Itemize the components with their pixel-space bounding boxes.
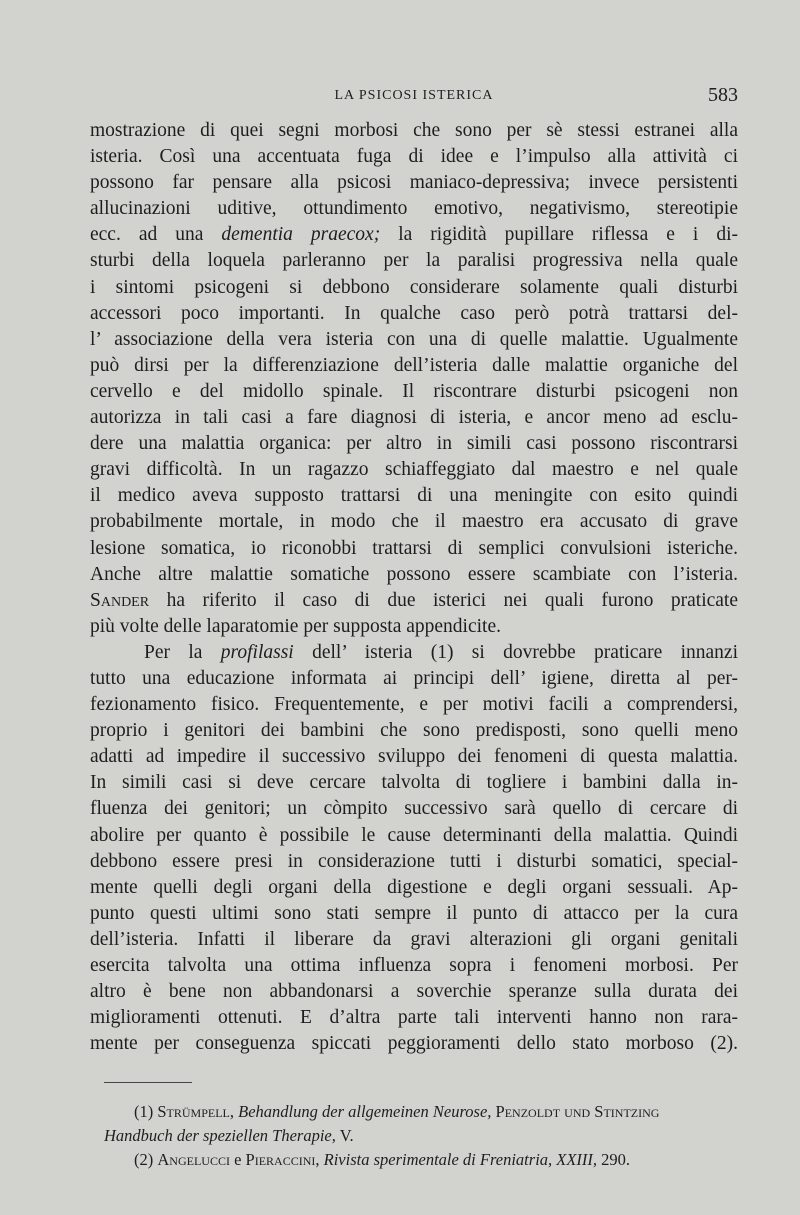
text-line: miglioramenti ottenuti. E d’altra parte tali interventi hanno non rara- xyxy=(90,1007,738,1029)
footnotes xyxy=(90,1100,754,1172)
text-line: proprio i genitori dei bambini che sono predisposti, sono quelli meno xyxy=(90,720,738,742)
text-line: debbono essere presi in considerazione tutti i disturbi somatici, special- xyxy=(90,850,738,872)
text-line: adatti ad impedire il successivo sviluppo dei fenomeni di questa malattia. xyxy=(90,746,738,768)
work-title: Handbuch der speziellen Therapie, xyxy=(104,1126,336,1145)
footnote-marker: (1) xyxy=(134,1102,158,1121)
author-name: Angelucci xyxy=(157,1150,230,1169)
text-line: isteria. Così una accentuata fuga di idee e l’impulso alla attività ci xyxy=(90,146,738,168)
text-line: accessori poco importanti. In qualche caso però potrà trattarsi del- xyxy=(90,302,738,324)
text-line: dell’isteria. Infatti il liberare da gravi alterazioni gli organi genitali xyxy=(90,928,738,950)
text-line: abolire per quanto è possibile le cause determinanti della malattia. Quindi xyxy=(90,824,738,846)
text-line: In simili casi si deve cercare talvolta di togliere i bambini dalla in- xyxy=(90,772,738,794)
text-line: gravi difficoltà. In un ragazzo schiaffeggiato dal maestro e nel quale xyxy=(90,459,738,481)
running-head xyxy=(90,84,738,110)
footnote-1 xyxy=(90,1100,754,1124)
text-line: mostrazione di quei segni morbosi che sono per sè stessi estranei alla xyxy=(90,120,738,141)
text-line: tutto una educazione informata ai principi dell’ igiene, diretta al per- xyxy=(90,667,738,689)
text-line: probabilmente mortale, in modo che il maestro era accusato di grave xyxy=(90,511,738,533)
author-name: Penzoldt und Stintzing xyxy=(491,1102,660,1121)
text-line: Anche altre malattie somatiche possono essere scambiate con l’isteria. xyxy=(90,563,738,585)
text-line: mente per conseguenza spiccati peggioramenti dello stato morboso (2). xyxy=(90,1033,738,1055)
author-name: Pieraccini, xyxy=(245,1150,320,1169)
italic-term: dementia praecox; xyxy=(221,224,381,246)
text-run: la rigidità pupillare riflessa e i di- xyxy=(380,224,738,246)
work-title: Rivista sperimentale di Freniatria, XXIII, xyxy=(319,1150,598,1169)
body-text xyxy=(90,118,738,1057)
text-line: autorizza in tali casi a fare diagnosi di isteria, e ancor meno ad esclu- xyxy=(90,407,738,429)
text-run: dell’ isteria (1) si dovrebbe praticare innanzi xyxy=(293,641,738,663)
footnote-rule xyxy=(104,1082,192,1083)
author-name: Sander xyxy=(90,589,150,611)
text-line: altro è bene non abbandonarsi a soverchie speranze sulla durata dei xyxy=(90,981,738,1003)
text-line: sturbi della loquela parleranno per la paralisi progressiva nella quale xyxy=(90,250,738,272)
text-line: lesione somatica, io riconobbi trattarsi di semplici convulsioni isteriche. xyxy=(90,537,738,559)
text-line xyxy=(90,588,738,614)
page-reference: 290. xyxy=(597,1150,631,1169)
work-title: Behandlung der allgemeinen Neurose, xyxy=(234,1102,492,1121)
volume-number: V. xyxy=(335,1126,354,1145)
text-line: il medico aveva supposto trattarsi di una meningite con esito quindi xyxy=(90,485,738,507)
text-line: cervello e del midollo spinale. Il riscontrare disturbi psicogeni non xyxy=(90,380,738,402)
text-line: può dirsi per la differenziazione dell’isteria dalle malattie organiche del xyxy=(90,354,738,376)
running-title: LA PSICOSI ISTERICA xyxy=(334,88,494,103)
text-line: esercita talvolta una ottima influenza sopra i fenomeni morbosi. Per xyxy=(90,955,738,976)
text-line: più volte delle laparatomie per supposta appendicite. xyxy=(90,615,501,637)
text-run: ha riferito il caso di due isterici nei quali furono praticate xyxy=(149,589,738,611)
text-line: i sintomi psicogeni si debbono considerare solamente quali disturbi xyxy=(90,276,738,298)
footnote-2 xyxy=(90,1148,754,1172)
text-line: l’ associazione della vera isteria con una di quelle malattie. Ugualmente xyxy=(90,328,738,350)
text-line: dere una malattia organica: per altro in simili casi possono riscontrarsi xyxy=(90,433,738,455)
text-line: possono far pensare alla psicosi maniaco-depressiva; invece persistenti xyxy=(90,172,738,194)
italic-term: profilassi xyxy=(220,641,294,663)
text-run: e xyxy=(229,1150,246,1169)
footnote-marker: (2) xyxy=(134,1150,158,1169)
author-name: Strümpell, xyxy=(157,1102,235,1121)
footnote-1-continued xyxy=(90,1124,754,1148)
text-line: mente quelli degli organi della digestione e degli organi sessuali. Ap- xyxy=(90,876,738,898)
text-line: fezionamento fisico. Frequentemente, e per motivi facili a comprendersi, xyxy=(90,694,738,716)
text-line xyxy=(90,640,738,666)
text-line xyxy=(90,222,738,248)
text-line: fluenza dei genitori; un còmpito successivo sarà quello di cercare di xyxy=(90,798,738,820)
page-number: 583 xyxy=(708,84,738,106)
text-run: Per la xyxy=(144,641,221,663)
text-line: allucinazioni uditive, ottundimento emotivo, negativismo, stereotipie xyxy=(90,198,738,220)
text-run: ecc. ad una xyxy=(90,224,222,246)
text-line: punto questi ultimi sono stati sempre il punto di attacco per la cura xyxy=(90,902,738,924)
